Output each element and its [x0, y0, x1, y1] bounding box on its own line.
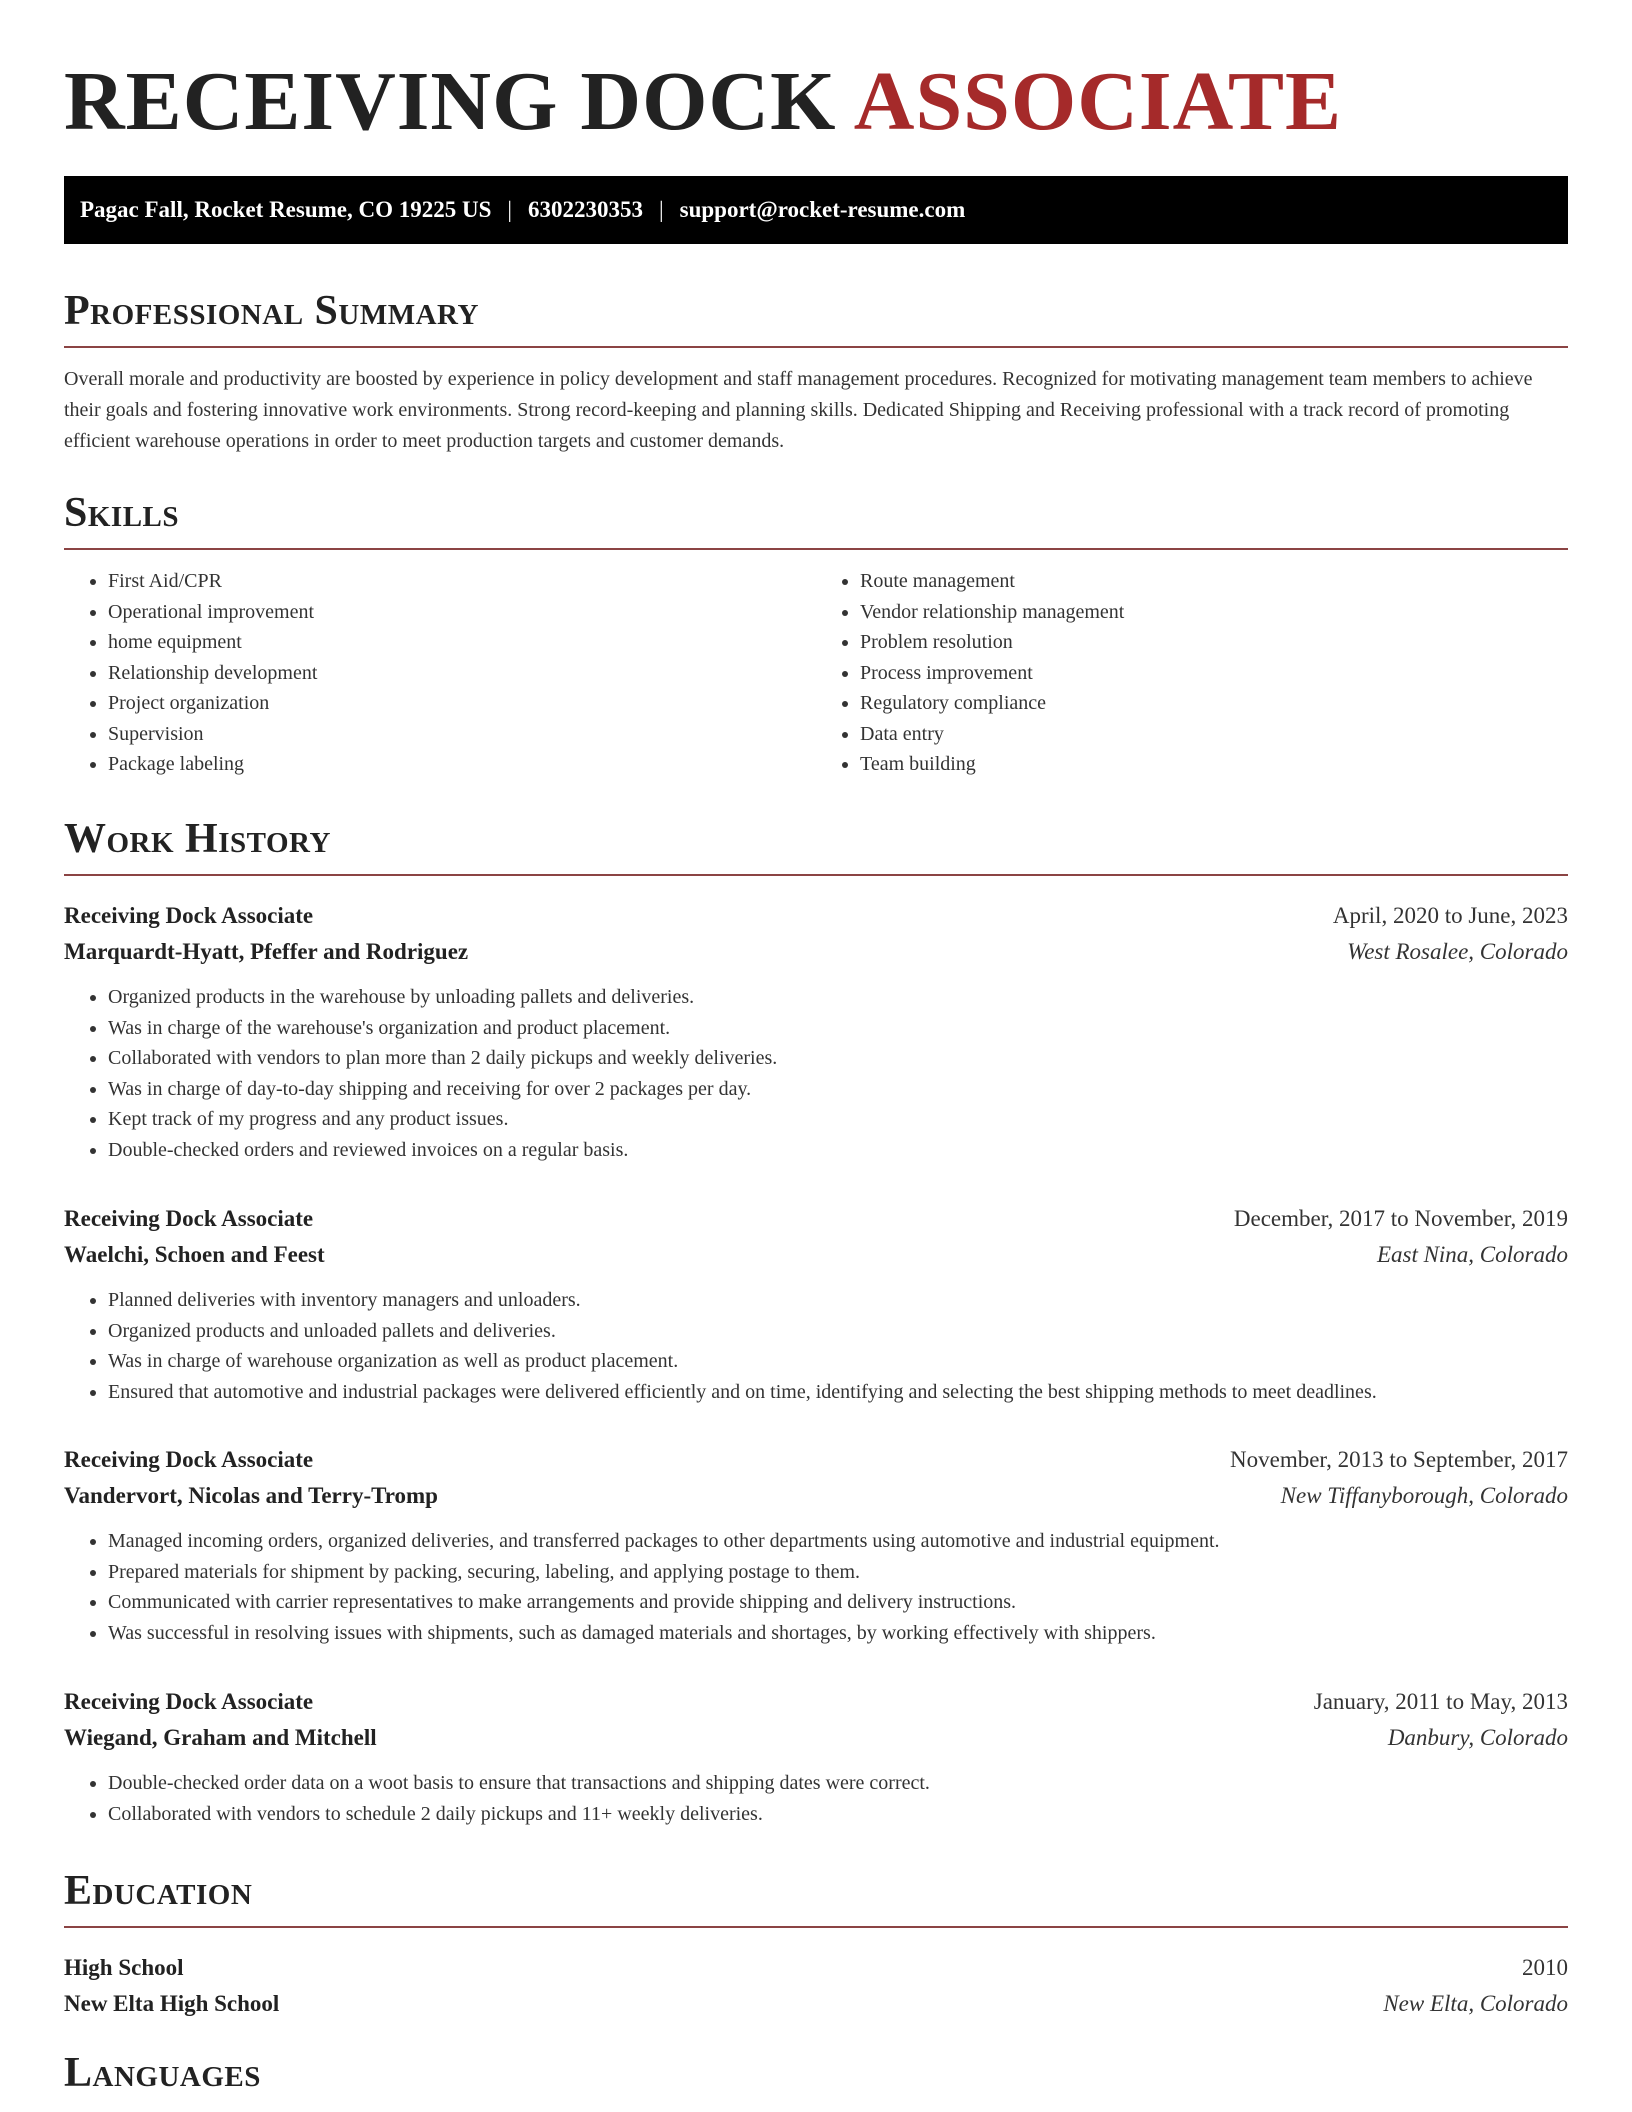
job-location: Danbury, Colorado	[1387, 1725, 1568, 1750]
duty-item: • Double-checked order data on a woot basis to ensure that transactions and shipping dates were correct.	[108, 1768, 1568, 1799]
contact-email[interactable]: support@rocket-resume.com	[679, 197, 966, 222]
summary-section	[64, 284, 1568, 457]
duty-item: • Was in charge of day-to-day shipping and receiving for over 2 packages per day.	[108, 1074, 1568, 1105]
skill-item: • Package labeling	[108, 749, 816, 780]
company-name: Vandervort, Nicolas and Terry-Tromp	[64, 1483, 438, 1508]
school-location: New Elta, Colorado	[1383, 1991, 1568, 2016]
section-divider	[64, 874, 1568, 876]
job-title: Receiving Dock Associate	[64, 1206, 314, 1231]
skill-item: • Supervision	[108, 719, 816, 750]
skills-heading: Skills	[64, 490, 180, 536]
skill-item: • Route management	[860, 566, 1568, 597]
job-duties	[64, 1768, 1568, 1829]
skills-list-right	[816, 566, 1568, 780]
job-title: Receiving Dock Associate	[64, 903, 314, 928]
section-divider	[64, 548, 1568, 550]
education-entry	[64, 1950, 1568, 2022]
job-dates: April, 2020 to June, 2023	[1332, 903, 1568, 928]
skill-item: • First Aid/CPR	[108, 566, 816, 597]
job-duties	[64, 1285, 1568, 1407]
contact-separator: |	[659, 197, 664, 222]
education-heading: Education	[64, 1868, 253, 1914]
job-location: West Rosalee, Colorado	[1347, 939, 1568, 964]
contact-separator: |	[507, 197, 513, 222]
duty-item: • Kept track of my progress and any product issues.	[108, 1104, 1568, 1135]
skill-item: • home equipment	[108, 627, 816, 658]
duty-item: • Double-checked orders and reviewed invoices on a regular basis.	[108, 1135, 1568, 1166]
education-section	[64, 1864, 1568, 1928]
job-duties	[64, 1526, 1568, 1648]
duty-item: • Planned deliveries with inventory managers and unloaders.	[108, 1285, 1568, 1316]
duty-item: • Organized products in the warehouse by unloading pallets and deliveries.	[108, 982, 1568, 1013]
skill-item: • Team building	[860, 749, 1568, 780]
job-location: New Tiffanyborough, Colorado	[1280, 1483, 1568, 1508]
job-dates: November, 2013 to September, 2017	[1230, 1447, 1568, 1472]
skill-item: • Regulatory compliance	[860, 688, 1568, 719]
duty-item: • Was in charge of the warehouse's organization and product placement.	[108, 1013, 1568, 1044]
duty-item: • Collaborated with vendors to plan more than 2 daily pickups and weekly deliveries.	[108, 1043, 1568, 1074]
job-dates: December, 2017 to November, 2019	[1233, 1206, 1568, 1231]
job-title: Receiving Dock Associate	[64, 1689, 314, 1714]
company-name: Marquardt-Hyatt, Pfeffer and Rodriguez	[64, 939, 469, 964]
skill-item: • Relationship development	[108, 658, 816, 689]
languages-heading: Languages	[64, 2050, 261, 2096]
job-duties	[64, 982, 1568, 1165]
duty-item: • Was successful in resolving issues with shipments, such as damaged materials and shortages, by working effectively with shippers.	[108, 1618, 1568, 1649]
skills-columns	[64, 566, 1568, 780]
duty-item: • Collaborated with vendors to schedule 2 daily pickups and 11+ weekly deliveries.	[108, 1799, 1568, 1830]
job-entry	[64, 1442, 1568, 1648]
graduation-year: 2010	[1522, 1955, 1568, 1980]
company-name: Wiegand, Graham and Mitchell	[64, 1725, 377, 1750]
section-divider	[64, 346, 1568, 348]
work-history-heading: Work History	[64, 816, 331, 862]
summary-text: Overall morale and productivity are boosted by experience in policy development and staff management procedures. Recognized for motivating management team members to achieve their goals and fostering innovative work environments. Strong record-keeping and planning skills. Dedicated Shipping and Receiving professional with a track record of promoting efficient warehouse operations in order to meet production targets and customer demands.	[64, 368, 1533, 452]
company-name: Waelchi, Schoen and Feest	[64, 1242, 325, 1267]
skills-list-left	[64, 566, 816, 780]
skill-item: • Operational improvement	[108, 597, 816, 628]
section-divider	[64, 1926, 1568, 1928]
title-accent: ASSOCIATE	[853, 55, 1343, 148]
duty-item: • Organized products and unloaded pallets and deliveries.	[108, 1316, 1568, 1347]
contact-address: Pagac Fall, Rocket Resume, CO 19225 US	[80, 197, 492, 222]
languages-section	[64, 2046, 1568, 2100]
duty-item: • Managed incoming orders, organized deliveries, and transferred packages to other departments using automotive and industrial equipment.	[108, 1526, 1568, 1557]
duty-item: • Ensured that automotive and industrial packages were delivered efficiently and on time, identifying and selecting the best shipping methods to meet deadlines.	[108, 1377, 1568, 1408]
skill-item: • Problem resolution	[860, 627, 1568, 658]
duty-item: • Communicated with carrier representatives to make arrangements and provide shipping and delivery instructions.	[108, 1587, 1568, 1618]
skill-item: • Data entry	[860, 719, 1568, 750]
resume-title	[64, 52, 1342, 152]
skill-item: • Project organization	[108, 688, 816, 719]
job-entry	[64, 1684, 1568, 1829]
job-entry	[64, 898, 1568, 1165]
school-name: New Elta High School	[64, 1991, 280, 2016]
contact-bar	[64, 176, 1568, 244]
job-title: Receiving Dock Associate	[64, 1447, 314, 1472]
skill-item: • Process improvement	[860, 658, 1568, 689]
skills-section	[64, 486, 1568, 780]
title-main: RECEIVING DOCK	[64, 55, 837, 148]
duty-item: • Prepared materials for shipment by packing, securing, labeling, and applying postage to them.	[108, 1557, 1568, 1588]
skill-item: • Vendor relationship management	[860, 597, 1568, 628]
job-location: East Nina, Colorado	[1376, 1242, 1568, 1267]
duty-item: • Was in charge of warehouse organization as well as product placement.	[108, 1346, 1568, 1377]
work-history-section	[64, 812, 1568, 876]
contact-phone[interactable]: 6302230353	[528, 197, 644, 222]
job-entry	[64, 1201, 1568, 1407]
degree: High School	[64, 1955, 184, 1980]
job-dates: January, 2011 to May, 2013	[1313, 1689, 1568, 1714]
summary-heading: Professional Summary	[64, 288, 479, 334]
